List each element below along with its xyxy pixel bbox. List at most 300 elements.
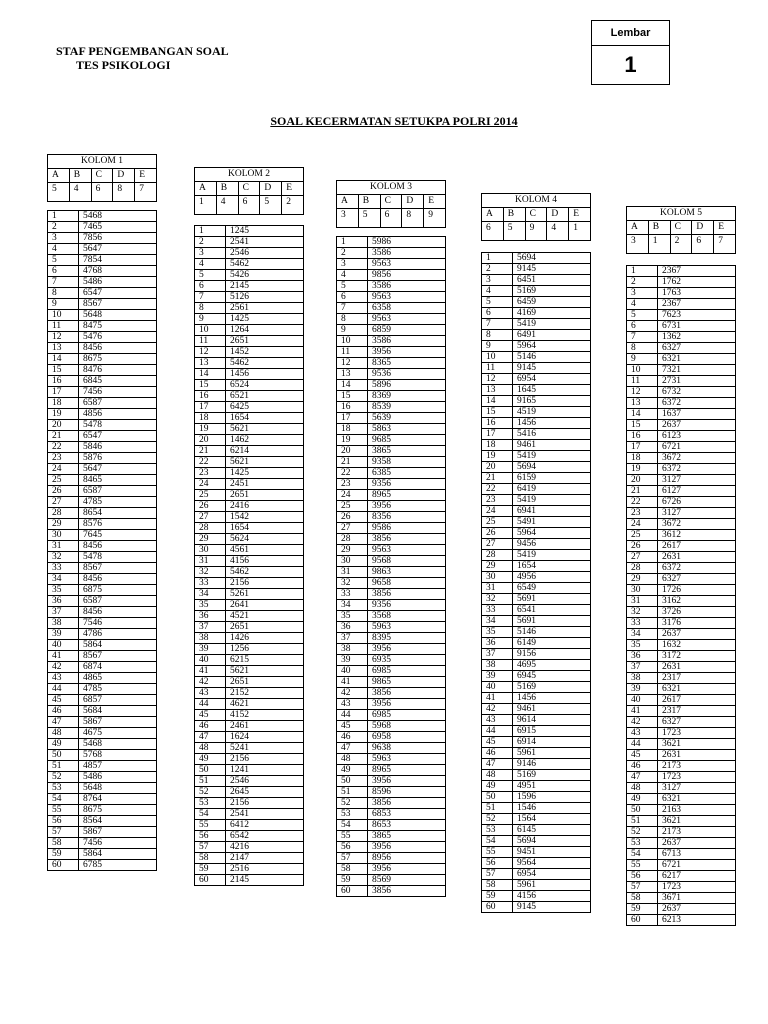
table-row: [627, 519, 736, 530]
row-value: 6372: [658, 398, 736, 409]
row-number: 18: [482, 440, 513, 451]
row-number: 40: [482, 682, 513, 693]
letter-cell: A: [48, 169, 70, 183]
row-number: 41: [482, 693, 513, 704]
row-value: 5986: [368, 237, 446, 248]
row-number: 26: [195, 501, 226, 512]
table-row: [48, 827, 157, 838]
table-row: [337, 831, 446, 842]
row-value: 5846: [79, 442, 157, 453]
table-row: [627, 552, 736, 563]
row-value: 4156: [513, 891, 591, 902]
row-value: 8965: [368, 490, 446, 501]
row-value: 2367: [658, 266, 736, 277]
table-row: [195, 787, 304, 798]
row-value: 4621: [226, 699, 304, 710]
row-number: 5: [48, 255, 79, 266]
table-row: [48, 673, 157, 684]
row-value: 6857: [79, 695, 157, 706]
row-value: 8675: [79, 805, 157, 816]
row-number: 2: [627, 277, 658, 288]
row-number: 30: [482, 572, 513, 583]
row-value: 5486: [79, 277, 157, 288]
row-value: 5876: [79, 453, 157, 464]
table-row: [48, 739, 157, 750]
row-value: 1654: [226, 413, 304, 424]
table-row: [337, 391, 446, 402]
row-value: 2173: [658, 761, 736, 772]
table-row: [627, 420, 736, 431]
row-value: 3568: [368, 611, 446, 622]
table-row: [482, 770, 591, 781]
row-value: 5768: [79, 750, 157, 761]
table-row: [482, 792, 591, 803]
row-number: 36: [48, 596, 79, 607]
table-row: [627, 541, 736, 552]
row-value: 5964: [513, 528, 591, 539]
row-number: 19: [48, 409, 79, 420]
letter-cell: C: [380, 195, 402, 209]
row-number: 47: [337, 743, 368, 754]
table-row: [48, 519, 157, 530]
row-value: 2637: [658, 420, 736, 431]
row-value: 2631: [658, 552, 736, 563]
row-number: 14: [337, 380, 368, 391]
table-row: [195, 325, 304, 336]
row-number: 31: [627, 596, 658, 607]
table-row: [482, 286, 591, 297]
row-number: 41: [48, 651, 79, 662]
row-number: 60: [627, 915, 658, 926]
row-number: 19: [482, 451, 513, 462]
table-row: [48, 354, 157, 365]
row-number: 24: [627, 519, 658, 530]
row-value: 6587: [79, 596, 157, 607]
row-value: 6853: [368, 809, 446, 820]
row-number: 20: [337, 446, 368, 457]
row-number: 29: [48, 519, 79, 530]
table-row: [48, 761, 157, 772]
row-value: 5863: [368, 424, 446, 435]
row-value: 5968: [368, 721, 446, 732]
row-number: 9: [337, 325, 368, 336]
row-value: 3856: [368, 589, 446, 600]
table-row: [627, 563, 736, 574]
row-value: 2645: [226, 787, 304, 798]
row-value: 6541: [513, 605, 591, 616]
table-row: [627, 607, 736, 618]
table-row: [195, 556, 304, 567]
row-value: 1241: [226, 765, 304, 776]
kolom-title-row: [48, 155, 157, 169]
row-number: 43: [195, 688, 226, 699]
row-number: 8: [195, 303, 226, 314]
row-value: 1632: [658, 640, 736, 651]
table-row: [627, 640, 736, 651]
row-number: 52: [195, 787, 226, 798]
row-number: 55: [195, 820, 226, 831]
row-number: 1: [627, 266, 658, 277]
page-title: [0, 114, 768, 129]
row-value: 5169: [513, 286, 591, 297]
table-row: [48, 563, 157, 574]
key-cell: 3: [627, 235, 649, 254]
table-row: [627, 893, 736, 904]
table-row: [195, 743, 304, 754]
row-number: 30: [627, 585, 658, 596]
row-number: 51: [195, 776, 226, 787]
row-value: 9863: [368, 567, 446, 578]
key-cell: 9: [424, 209, 446, 228]
row-value: 4857: [79, 761, 157, 772]
row-value: 2637: [658, 904, 736, 915]
row-value: 5648: [79, 783, 157, 794]
table-row: [337, 710, 446, 721]
table-row: [195, 875, 304, 886]
row-value: 6547: [79, 288, 157, 299]
row-number: 22: [195, 457, 226, 468]
row-value: 5126: [226, 292, 304, 303]
table-row: [482, 825, 591, 836]
key-cell: 3: [337, 209, 359, 228]
table-row: [195, 501, 304, 512]
row-number: 29: [627, 574, 658, 585]
table-row: [48, 552, 157, 563]
row-value: 6327: [658, 574, 736, 585]
row-number: 6: [337, 292, 368, 303]
row-value: 8365: [368, 358, 446, 369]
row-value: 3865: [368, 446, 446, 457]
table-row: [627, 574, 736, 585]
row-number: 12: [627, 387, 658, 398]
table-row: [337, 842, 446, 853]
table-row: [627, 266, 736, 277]
row-number: 58: [482, 880, 513, 891]
table-row: [482, 627, 591, 638]
table-row: [337, 754, 446, 765]
row-value: 8567: [79, 563, 157, 574]
table-row: [482, 330, 591, 341]
letter-cell: B: [503, 208, 525, 222]
table-row: [48, 277, 157, 288]
row-value: 5647: [79, 244, 157, 255]
row-value: 2631: [658, 662, 736, 673]
row-number: 17: [482, 429, 513, 440]
row-number: 25: [195, 490, 226, 501]
row-value: 2516: [226, 864, 304, 875]
table-row: [195, 732, 304, 743]
letter-cell: D: [692, 221, 714, 235]
row-number: 45: [195, 710, 226, 721]
row-number: 3: [195, 248, 226, 259]
table-row: [48, 233, 157, 244]
row-value: 3671: [658, 893, 736, 904]
row-value: 5639: [368, 413, 446, 424]
row-number: 1: [48, 211, 79, 222]
row-number: 12: [337, 358, 368, 369]
table-row: [195, 347, 304, 358]
table-row: [627, 442, 736, 453]
letter-cell: B: [216, 182, 238, 196]
table-row: [195, 589, 304, 600]
row-value: 8675: [79, 354, 157, 365]
kolom-key-row: [48, 183, 157, 202]
row-value: 2546: [226, 776, 304, 787]
table-row: [195, 666, 304, 677]
row-value: 2145: [226, 875, 304, 886]
kolom-letter-row: [195, 182, 304, 196]
key-cell: 6: [238, 196, 260, 215]
table-row: [48, 607, 157, 618]
table-row: [627, 508, 736, 519]
row-value: 1452: [226, 347, 304, 358]
row-value: 7321: [658, 365, 736, 376]
table-row: [627, 871, 736, 882]
table-row: [48, 299, 157, 310]
table-row: [627, 486, 736, 497]
row-number: 34: [482, 616, 513, 627]
table-row: [48, 442, 157, 453]
row-number: 42: [627, 717, 658, 728]
table-row: [627, 783, 736, 794]
row-value: 5169: [513, 770, 591, 781]
table-row: [482, 616, 591, 627]
table-row: [337, 380, 446, 391]
row-number: 10: [48, 310, 79, 321]
table-row: [482, 275, 591, 286]
sheet-label: Lembar: [592, 21, 669, 46]
table-row: [48, 640, 157, 651]
key-cell: 4: [547, 222, 569, 241]
row-value: 5691: [513, 594, 591, 605]
row-value: 3856: [368, 798, 446, 809]
key-cell: 9: [525, 222, 547, 241]
row-number: 34: [337, 600, 368, 611]
row-number: 31: [48, 541, 79, 552]
row-number: 24: [48, 464, 79, 475]
row-value: 8456: [79, 343, 157, 354]
table-row: [195, 655, 304, 666]
row-number: 56: [48, 816, 79, 827]
row-value: 2651: [226, 622, 304, 633]
table-row: [337, 776, 446, 787]
table-row: [48, 662, 157, 673]
row-number: 52: [48, 772, 79, 783]
row-number: 28: [48, 508, 79, 519]
row-number: 3: [627, 288, 658, 299]
row-value: 3127: [658, 508, 736, 519]
kolom-title: KOLOM 4: [482, 194, 591, 208]
row-number: 15: [195, 380, 226, 391]
table-row: [627, 794, 736, 805]
row-number: 24: [337, 490, 368, 501]
table-row: [337, 303, 446, 314]
row-value: 3127: [658, 783, 736, 794]
row-number: 35: [48, 585, 79, 596]
row-number: 48: [627, 783, 658, 794]
row-value: 1456: [513, 418, 591, 429]
row-value: 4152: [226, 710, 304, 721]
row-value: 6732: [658, 387, 736, 398]
row-number: 52: [627, 827, 658, 838]
table-row: [195, 820, 304, 831]
table-row: [627, 288, 736, 299]
row-value: 6521: [226, 391, 304, 402]
row-number: 20: [482, 462, 513, 473]
row-number: 28: [195, 523, 226, 534]
table-row: [337, 611, 446, 622]
table-row: [195, 622, 304, 633]
row-value: 5621: [226, 457, 304, 468]
row-number: 5: [195, 270, 226, 281]
row-number: 57: [627, 882, 658, 893]
row-number: 51: [482, 803, 513, 814]
key-cell: 8: [402, 209, 424, 228]
table-row: [337, 721, 446, 732]
key-cell: 4: [69, 183, 91, 202]
row-value: 6321: [658, 354, 736, 365]
kolom-title: KOLOM 3: [337, 181, 446, 195]
table-row: [627, 805, 736, 816]
row-value: 3672: [658, 519, 736, 530]
row-number: 2: [195, 237, 226, 248]
row-number: 44: [195, 699, 226, 710]
table-row: [48, 695, 157, 706]
kolom-title-row: [627, 207, 736, 221]
row-number: 29: [337, 545, 368, 556]
row-number: 13: [482, 385, 513, 396]
row-number: 49: [195, 754, 226, 765]
row-number: 22: [48, 442, 79, 453]
row-number: 20: [48, 420, 79, 431]
table-row: [195, 314, 304, 325]
row-number: 39: [48, 629, 79, 640]
table-row: [195, 842, 304, 853]
key-cell: 1: [569, 222, 591, 241]
row-value: 3726: [658, 607, 736, 618]
row-number: 53: [195, 798, 226, 809]
row-number: 37: [48, 607, 79, 618]
row-number: 22: [627, 497, 658, 508]
row-number: 28: [482, 550, 513, 561]
table-row: [48, 387, 157, 398]
row-value: 5426: [226, 270, 304, 281]
row-value: 8476: [79, 365, 157, 376]
row-value: 6945: [513, 671, 591, 682]
row-number: 2: [482, 264, 513, 275]
row-number: 54: [48, 794, 79, 805]
row-value: 8456: [79, 574, 157, 585]
row-value: 6726: [658, 497, 736, 508]
row-number: 27: [195, 512, 226, 523]
row-value: 6954: [513, 869, 591, 880]
row-number: 23: [48, 453, 79, 464]
table-row: [195, 490, 304, 501]
row-number: 14: [48, 354, 79, 365]
row-number: 57: [337, 853, 368, 864]
row-number: 59: [48, 849, 79, 860]
row-value: 6321: [658, 684, 736, 695]
row-number: 39: [195, 644, 226, 655]
table-row: [195, 226, 304, 237]
kolom-letter-row: [627, 221, 736, 235]
letter-cell: D: [260, 182, 282, 196]
table-row: [627, 662, 736, 673]
table-row: [337, 765, 446, 776]
row-number: 22: [482, 484, 513, 495]
row-value: 3162: [658, 596, 736, 607]
row-value: 5963: [368, 622, 446, 633]
row-value: 2367: [658, 299, 736, 310]
row-number: 39: [337, 655, 368, 666]
row-value: 5896: [368, 380, 446, 391]
letter-cell: A: [627, 221, 649, 235]
row-value: 6875: [79, 585, 157, 596]
row-number: 25: [48, 475, 79, 486]
table-row: [482, 440, 591, 451]
table-row: [482, 539, 591, 550]
row-value: 5963: [368, 754, 446, 765]
table-row: [48, 618, 157, 629]
table-row: [482, 561, 591, 572]
letter-cell: C: [670, 221, 692, 235]
table-row: [482, 319, 591, 330]
row-value: 2637: [658, 629, 736, 640]
row-value: 3956: [368, 699, 446, 710]
row-number: 33: [482, 605, 513, 616]
table-row: [337, 732, 446, 743]
table-row: [195, 369, 304, 380]
row-number: 7: [48, 277, 79, 288]
table-row: [627, 310, 736, 321]
row-number: 37: [195, 622, 226, 633]
table-row: [195, 699, 304, 710]
row-number: 18: [627, 453, 658, 464]
table-row: [337, 358, 446, 369]
row-number: 39: [482, 671, 513, 682]
table-row: [48, 266, 157, 277]
row-value: 5416: [513, 429, 591, 440]
table-row: [195, 259, 304, 270]
row-value: 6149: [513, 638, 591, 649]
row-value: 9146: [513, 759, 591, 770]
row-number: 56: [627, 871, 658, 882]
row-value: 5468: [79, 211, 157, 222]
table-row: [627, 772, 736, 783]
row-number: 10: [195, 325, 226, 336]
kolom-data-table: [194, 225, 304, 886]
kolom-key-row: [337, 209, 446, 228]
row-value: 9865: [368, 677, 446, 688]
row-number: 26: [337, 512, 368, 523]
table-row: [195, 413, 304, 424]
kolom-title: KOLOM 5: [627, 207, 736, 221]
table-row: [195, 457, 304, 468]
kolom-data-table: [626, 265, 736, 926]
table-row: [195, 567, 304, 578]
table-row: [195, 611, 304, 622]
row-value: 8567: [79, 651, 157, 662]
row-value: 5867: [79, 717, 157, 728]
row-number: 11: [627, 376, 658, 387]
row-number: 33: [195, 578, 226, 589]
kolom-title-row: [482, 194, 591, 208]
row-value: 6425: [226, 402, 304, 413]
table-row: [48, 453, 157, 464]
row-value: 2317: [658, 706, 736, 717]
row-number: 45: [337, 721, 368, 732]
table-row: [627, 387, 736, 398]
